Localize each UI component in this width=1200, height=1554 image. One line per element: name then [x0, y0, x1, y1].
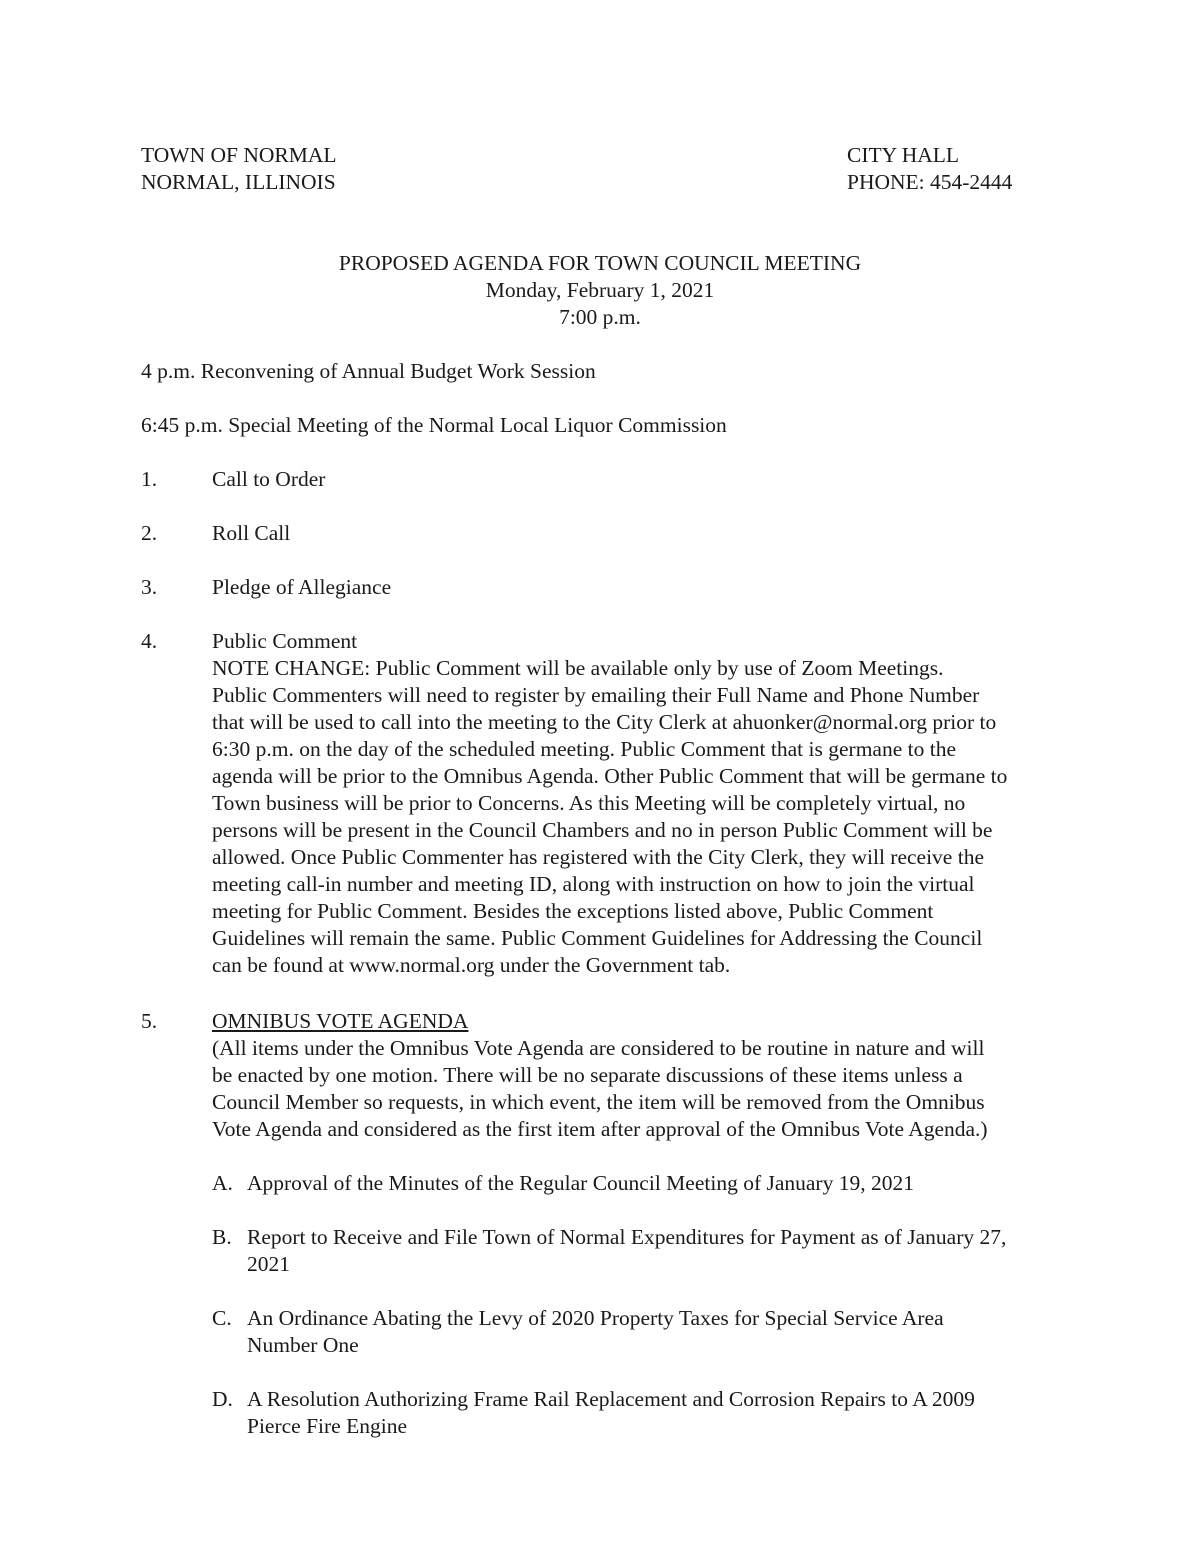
- pre-item-liquor-commission: 6:45 p.m. Special Meeting of the Normal Local Liquor Commission: [141, 413, 727, 437]
- sub-item-minutes-approval: [247, 1170, 1077, 1197]
- paragraph-line: Town business will be prior to Concerns. As this Meeting will be completely virtual, no: [212, 791, 966, 815]
- item-number: 3.: [141, 575, 158, 599]
- town-name: TOWN OF NORMAL: [141, 143, 337, 167]
- agenda-heading: PROPOSED AGENDA FOR TOWN COUNCIL MEETING: [338, 251, 862, 275]
- sub-item-letter: B.: [212, 1225, 232, 1249]
- sub-item-expenditures-report: [247, 1224, 1077, 1278]
- sub-item-ordinance-levy: [247, 1305, 1077, 1359]
- item-number: 5.: [141, 1009, 158, 1033]
- paragraph-line: (All items under the Omnibus Vote Agenda are considered to be routine in nature and will: [212, 1036, 985, 1060]
- paragraph-line: Vote Agenda and considered as the first item after approval of the Omnibus Vote Agenda.): [212, 1117, 988, 1141]
- town-location: NORMAL, ILLINOIS: [141, 170, 336, 194]
- sub-item-fire-engine-resolution: [247, 1386, 1077, 1440]
- item-number: 2.: [141, 521, 158, 545]
- sub-item-line: Report to Receive and File Town of Normal Expenditures for Payment as of January 27,: [247, 1225, 1007, 1249]
- paragraph-line: Council Member so requests, in which event, the item will be removed from the Omnibus: [212, 1090, 985, 1114]
- sub-item-line: A Resolution Authorizing Frame Rail Replacement and Corrosion Repairs to A 2009: [247, 1387, 975, 1411]
- paragraph-line: meeting for Public Comment. Besides the exceptions listed above, Public Comment: [212, 899, 934, 923]
- paragraph-line: meeting call-in number and meeting ID, along with instruction on how to join the virtual: [212, 872, 975, 896]
- paragraph-line: that will be used to call into the meeting to the City Clerk at ahuonker@normal.org prior to: [212, 710, 997, 734]
- item-number: 1.: [141, 467, 158, 491]
- city-hall-label: CITY HALL: [847, 143, 960, 167]
- paragraph-line: allowed. Once Public Commenter has registered with the City Clerk, they will receive the: [212, 845, 984, 869]
- item-call-to-order: Call to Order: [212, 467, 326, 491]
- item-pledge: Pledge of Allegiance: [212, 575, 392, 599]
- item-omnibus-vote-agenda: [212, 1008, 1072, 1143]
- paragraph-line: can be found at www.normal.org under the Government tab.: [212, 953, 731, 977]
- sub-item-letter: D.: [212, 1387, 233, 1411]
- paragraph-line: be enacted by one motion. There will be no separate discussions of these items unless a: [212, 1063, 963, 1087]
- phone-number: PHONE: 454-2444: [847, 170, 1013, 194]
- item-number: 4.: [141, 629, 158, 653]
- sub-item-line: Pierce Fire Engine: [247, 1414, 408, 1438]
- paragraph-line: persons will be present in the Council Chambers and no in person Public Comment will be: [212, 818, 993, 842]
- agenda-title-block: [0, 250, 1200, 331]
- header-right: [847, 142, 1012, 196]
- meeting-date: Monday, February 1, 2021: [485, 278, 715, 302]
- sub-item-line: An Ordinance Abating the Levy of 2020 Property Taxes for Special Service Area: [247, 1306, 944, 1330]
- item-label: Public Comment: [212, 629, 358, 653]
- sub-item-letter: C.: [212, 1306, 232, 1330]
- meeting-time: 7:00 p.m.: [559, 305, 641, 329]
- paragraph-line: Public Commenters will need to register by emailing their Full Name and Phone Number: [212, 683, 980, 707]
- item-roll-call: Roll Call: [212, 521, 291, 545]
- paragraph-line: Guidelines will remain the same. Public Comment Guidelines for Addressing the Council: [212, 926, 983, 950]
- item-public-comment: [212, 628, 1072, 979]
- pre-item-budget-session: 4 p.m. Reconvening of Annual Budget Work Session: [141, 359, 596, 383]
- paragraph-line: NOTE CHANGE: Public Comment will be available only by use of Zoom Meetings.: [212, 656, 944, 680]
- paragraph-line: 6:30 p.m. on the day of the scheduled meeting. Public Comment that is germane to the: [212, 737, 956, 761]
- sub-item-letter: A.: [212, 1171, 233, 1195]
- sub-item-line: 2021: [247, 1252, 290, 1276]
- sub-item-line: Number One: [247, 1333, 359, 1357]
- paragraph-line: agenda will be prior to the Omnibus Agenda. Other Public Comment that will be germane to: [212, 764, 1008, 788]
- item-label: OMNIBUS VOTE AGENDA: [212, 1009, 469, 1033]
- sub-item-line: Approval of the Minutes of the Regular Council Meeting of January 19, 2021: [247, 1171, 914, 1195]
- header-left: [141, 142, 337, 196]
